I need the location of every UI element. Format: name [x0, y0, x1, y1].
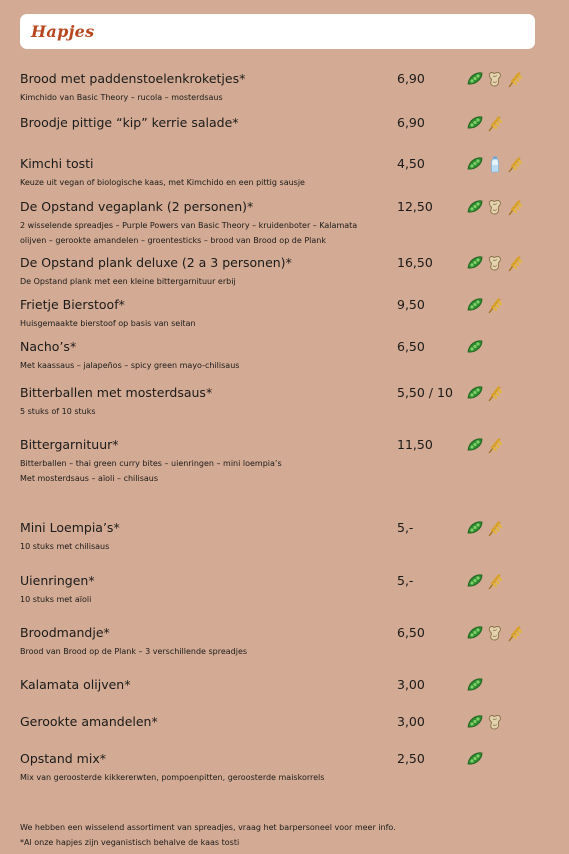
item-name: Gerookte amandelen* — [20, 714, 158, 729]
peanut-icon — [486, 254, 504, 272]
item-description — [20, 219, 390, 248]
item-price: 3,00 — [397, 677, 425, 692]
item-description — [20, 457, 390, 486]
allergen-icons — [466, 254, 524, 272]
item-price: 2,50 — [397, 751, 425, 766]
peanut-icon — [486, 713, 504, 731]
item-price: 6,90 — [397, 115, 425, 130]
pea-pod-icon — [466, 70, 484, 88]
pea-pod-icon — [466, 436, 484, 454]
item-description-line: Brood van Brood op de Plank – 3 verschillende spreadjes — [20, 647, 248, 656]
item-description-line: Bitterballen – thai green curry bites – uienringen – mini loempia’s — [20, 459, 282, 468]
item-description — [20, 771, 390, 786]
milk-bottle-icon — [486, 155, 504, 173]
item-name: Uienringen* — [20, 573, 95, 588]
allergen-icons — [466, 519, 504, 537]
item-description-line: Met mosterdsaus – aïoli – chilisaus — [20, 473, 159, 483]
wheat-icon — [506, 624, 524, 642]
footer-notes — [20, 820, 396, 850]
item-description — [20, 645, 390, 660]
item-name: Broodmandje* — [20, 625, 110, 640]
pea-pod-icon — [466, 198, 484, 216]
item-name: Frietje Bierstoof* — [20, 297, 125, 312]
item-description — [20, 317, 390, 332]
item-description-line: Keuze uit vegan of biologische kaas, met Kimchido en een pittig sausje — [20, 178, 305, 187]
allergen-icons — [466, 436, 504, 454]
item-description — [20, 91, 390, 106]
item-price: 5,- — [397, 573, 414, 588]
item-description — [20, 593, 390, 608]
item-description-line: Mix van geroosterde kikkererwten, pompoenpitten, geroosterde maiskorrels — [20, 773, 325, 782]
pea-pod-icon — [466, 750, 484, 768]
item-description — [20, 176, 390, 191]
allergen-icons — [466, 676, 484, 694]
footer-line-spreads: We hebben een wisselend assortiment van spreadjes, vraag het barpersoneel voor meer info. — [20, 823, 396, 832]
allergen-icons — [466, 572, 504, 590]
allergen-icons — [466, 296, 504, 314]
allergen-icons — [466, 70, 524, 88]
pea-pod-icon — [466, 624, 484, 642]
allergen-icons — [466, 624, 524, 642]
pea-pod-icon — [466, 519, 484, 537]
item-description-line: Met kaassaus – jalapeños – spicy green mayo-chilisaus — [20, 361, 240, 370]
footer-line-vegan-note: *Al onze hapjes zijn veganistisch behalve de kaas tosti — [20, 838, 240, 847]
wheat-icon — [486, 572, 504, 590]
allergen-icons — [466, 155, 524, 173]
pea-pod-icon — [466, 676, 484, 694]
item-description-line: De Opstand plank met een kleine bittergarnituur erbij — [20, 277, 236, 286]
allergen-icons — [466, 338, 484, 356]
pea-pod-icon — [466, 572, 484, 590]
item-name: Mini Loempia’s* — [20, 520, 120, 535]
pea-pod-icon — [466, 296, 484, 314]
item-price: 9,50 — [397, 297, 425, 312]
allergen-icons — [466, 114, 504, 132]
item-description-line: Kimchido van Basic Theory – rucola – mosterdsaus — [20, 93, 223, 102]
item-name: Kalamata olijven* — [20, 677, 131, 692]
peanut-icon — [486, 70, 504, 88]
item-price: 6,50 — [397, 339, 425, 354]
item-name: De Opstand vegaplank (2 personen)* — [20, 199, 254, 214]
item-name: Nacho’s* — [20, 339, 77, 354]
item-description — [20, 359, 390, 374]
item-price: 16,50 — [397, 255, 433, 270]
pea-pod-icon — [466, 254, 484, 272]
wheat-icon — [486, 384, 504, 402]
wheat-icon — [506, 155, 524, 173]
item-price: 6,50 — [397, 625, 425, 640]
item-name: Opstand mix* — [20, 751, 106, 766]
section-title: Hapjes — [31, 22, 95, 41]
pea-pod-icon — [466, 713, 484, 731]
allergen-icons — [466, 713, 504, 731]
item-description — [20, 405, 390, 420]
item-description-line: olijven – gerookte amandelen – groentesticks – brood van Brood op de Plank — [20, 235, 327, 245]
item-description-line: 10 stuks met chilisaus — [20, 542, 110, 551]
item-price: 5,- — [397, 520, 414, 535]
wheat-icon — [506, 254, 524, 272]
item-name: Broodje pittige “kip” kerrie salade* — [20, 115, 239, 130]
item-description-line: 10 stuks met aïoli — [20, 595, 92, 604]
item-description — [20, 540, 390, 555]
item-price: 6,90 — [397, 71, 425, 86]
wheat-icon — [486, 519, 504, 537]
wheat-icon — [486, 436, 504, 454]
allergen-icons — [466, 384, 504, 402]
peanut-icon — [486, 624, 504, 642]
pea-pod-icon — [466, 384, 484, 402]
allergen-icons — [466, 198, 524, 216]
item-price: 4,50 — [397, 156, 425, 171]
pea-pod-icon — [466, 155, 484, 173]
item-name: Brood met paddenstoelenkroketjes* — [20, 71, 246, 86]
section-header — [20, 14, 535, 49]
wheat-icon — [506, 198, 524, 216]
item-price: 11,50 — [397, 437, 433, 452]
pea-pod-icon — [466, 338, 484, 356]
item-description-line: 5 stuks of 10 stuks — [20, 407, 96, 416]
wheat-icon — [486, 114, 504, 132]
allergen-icons — [466, 750, 484, 768]
pea-pod-icon — [466, 114, 484, 132]
item-description-line: Huisgemaakte bierstoof op basis van seitan — [20, 319, 196, 328]
item-name: Kimchi tosti — [20, 156, 94, 171]
peanut-icon — [486, 198, 504, 216]
item-description-line: 2 wisselende spreadjes – Purple Powers van Basic Theory – kruidenboter – Kalamata — [20, 221, 358, 230]
wheat-icon — [486, 296, 504, 314]
wheat-icon — [506, 70, 524, 88]
item-price: 5,50 / 10 — [397, 385, 453, 400]
item-name: Bitterballen met mosterdsaus* — [20, 385, 213, 400]
item-price: 12,50 — [397, 199, 433, 214]
item-name: De Opstand plank deluxe (2 a 3 personen)* — [20, 255, 292, 270]
item-price: 3,00 — [397, 714, 425, 729]
item-description — [20, 275, 390, 290]
item-name: Bittergarnituur* — [20, 437, 119, 452]
